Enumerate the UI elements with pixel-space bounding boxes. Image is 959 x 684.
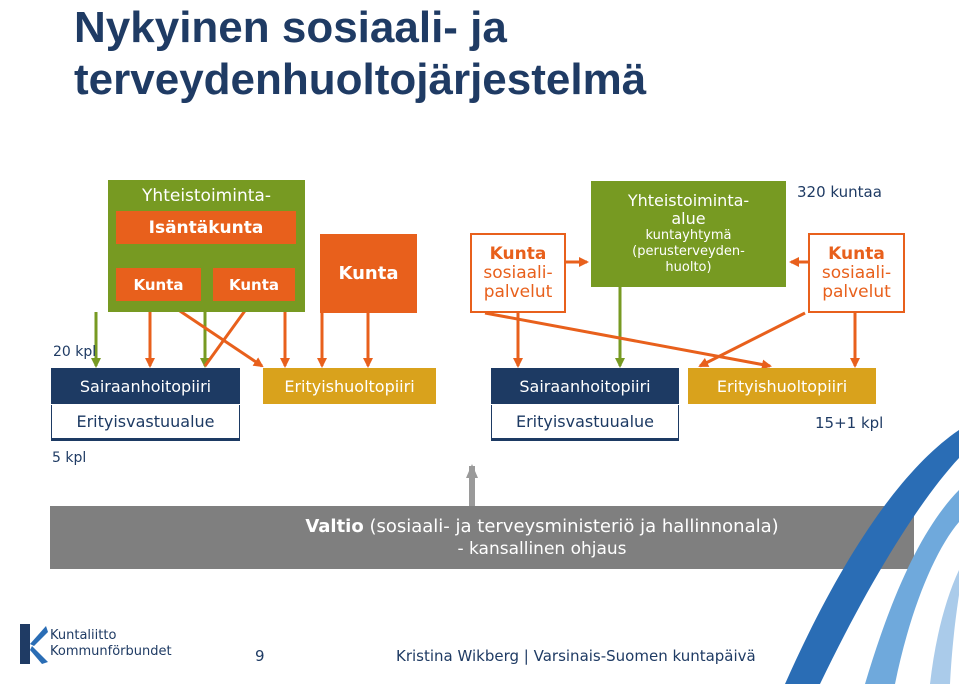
kunta-social-right-box — [808, 233, 905, 313]
erityisvastuualue-right-label: Erityisvastuualue — [515, 412, 655, 431]
erityishuoltopiiri-right-box — [688, 368, 876, 404]
alue-line4: (perusterveyden- — [632, 244, 745, 259]
kunta-right-label: Kunta — [228, 275, 279, 294]
kunta-left-label: Kunta — [133, 275, 184, 294]
isantakunta-label: Isäntäkunta — [148, 217, 264, 238]
valtio-rest: (sosiaali- ja terveysministeriö ja hallinnonala) — [363, 515, 779, 537]
erityishuoltopiiri-right-label: Erityishuoltopiiri — [716, 376, 848, 396]
kunta-single-label: Kunta — [338, 263, 399, 284]
erityisvastuualue-left-label: Erityisvastuualue — [76, 412, 215, 431]
alue-line5: huolto) — [665, 260, 712, 275]
arrow-social-left-to-ehp — [485, 313, 770, 366]
footer-logo — [18, 624, 198, 664]
title-line-2: terveydenhuoltojärjestelmä — [74, 55, 647, 104]
kunta-social-left-title: Kunta — [489, 243, 547, 264]
erityisvastuualue-left-box — [51, 405, 240, 441]
page-number: 9 — [255, 647, 265, 665]
kunta-count-label: 320 kuntaa — [797, 183, 882, 201]
erityishuoltopiiri-left-label: Erityishuoltopiiri — [284, 376, 415, 396]
kunta-social-left-line3: palvelut — [483, 281, 553, 302]
decorative-swoosh — [780, 430, 959, 684]
kuntaliitto-logo-icon — [18, 624, 48, 664]
count-15-label: 15+1 kpl — [815, 414, 884, 432]
count-20-label: 20 kpl — [53, 344, 97, 360]
kunta-social-right-line3: palvelut — [822, 281, 891, 302]
kunta-social-right-title: Kunta — [828, 243, 885, 264]
kunta-social-left-line2: sosiaali- — [483, 262, 553, 283]
alue-line3: kuntayhtymä — [645, 228, 732, 243]
kunta-left-box — [116, 268, 201, 301]
group-label: Yhteistoiminta- — [142, 186, 271, 206]
sairaanhoitopiiri-right-label: Sairaanhoitopiiri — [519, 376, 651, 396]
alue-line1: Yhteistoiminta- — [627, 191, 750, 210]
logo-line1: Kuntaliitto — [50, 628, 117, 643]
kunta-social-left-box — [470, 233, 566, 313]
alue-line2: alue — [671, 209, 706, 228]
sairaanhoitopiiri-left-box — [51, 368, 240, 404]
logo-line2: Kommunförbundet — [50, 644, 172, 659]
erityisvastuualue-right-box — [491, 405, 679, 441]
kunta-single-box — [320, 234, 417, 313]
count-5-label: 5 kpl — [52, 450, 87, 466]
sairaanhoitopiiri-right-box — [491, 368, 679, 404]
title-line-1: Nykyinen sosiaali- ja — [74, 3, 507, 52]
kunta-social-right-line2: sosiaali- — [821, 262, 892, 283]
valtio-line2: - kansallinen ohjaus — [457, 538, 627, 559]
valtio-bold: Valtio — [305, 515, 364, 537]
arrow-social-right-to-shp — [700, 313, 805, 366]
kunta-right-box — [213, 268, 295, 301]
footer-text: Kristina Wikberg | Varsinais-Suomen kuntapäivä — [396, 647, 756, 665]
erityishuoltopiiri-left-box — [263, 368, 436, 404]
valtio-line1 — [305, 516, 778, 538]
isantakunta-box — [116, 211, 296, 244]
sairaanhoitopiiri-left-label: Sairaanhoitopiiri — [79, 376, 212, 396]
yhteistoiminta-alue-box — [591, 181, 786, 287]
